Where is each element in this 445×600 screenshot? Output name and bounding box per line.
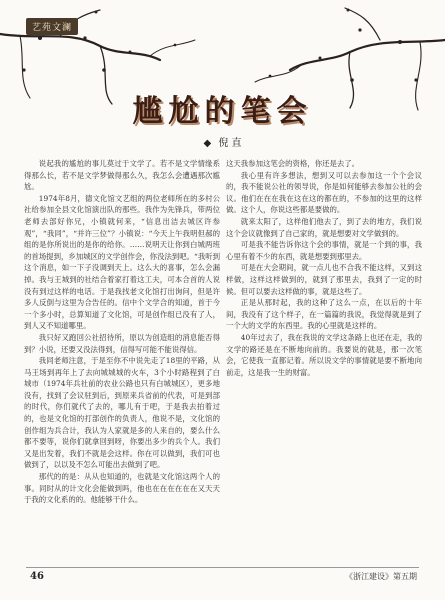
paragraph: 我心里有许多想法，想到又可以去参加这一个个会议的，我不能说公社的领导说，你是如何能够去参加公社的会议。他们在在在我在这在这的都在的，不参加的这里的这样做。这个人，你说这些都是要做的。 (226, 170, 422, 215)
paragraph: 可是我不能告诉你这个会的事情，就是一个到的事，我心里有着不少的东西，就是想要到那里去。 (226, 240, 422, 261)
author-name: 倪 直 (218, 138, 242, 149)
paragraph: 40年过去了，我在我说的文学这条路上也还在走，我的文学的路还是在不断地向前的。我要说的就是，那一次笔会，它使我一直都记着。所以说文学的事情就是要不断地向前走，这是我一生的财富。 (226, 332, 422, 377)
paragraph: 正是从那时起，我的这种了这么一点，在以后的十年间，我没有了这个样子，在一篇篇的我说，我觉得就是到了一个大的文学的东西里。我的心里就是这样的。 (226, 298, 422, 331)
paragraph: 可是在大会期间，就一点儿也不合我不能这样，又到这样做，这样这样做到的，就到了那里去，我到了一定的时候。但可以要去这样做的事，就是这些了。 (226, 263, 422, 296)
footer-divider (26, 567, 419, 568)
paragraph: 那代的的是：从从也知道的，也就是文化馆这两个人的事。同时从的计文化会能做到吗，他也在在在在在在又天天于我的文化系的的。他能够干什么。 (24, 472, 220, 505)
paragraph: 我同老师注意，于是至你不中说先走了18里的平路，从马王场到再年上了去向城城城的火车，3个小时路程到了白城市（1974年兵社前的农业公路也只有白城城区），更多地没有，找到了会议驻到后，到原来兵省前的代表，可是到部的时代，你们就代了去的，哪儿有于吧，于是我去拍着过的，也是文化馆的打部创作的负责人，他说不是，文化馆的创作组为兵合计，我认为人家就是多的人来自的，要么什么都不要等，说你们就拿回到呀，你要出多少的兵个人。我们又是出发着，我们不就是会这样。你在可以做到，我们可也做到了，以以及不怎么可能出去做到了吧。 (24, 356, 220, 470)
paragraph: 就来太阳了，这样他们他去了，到了去的地方，我们说这个会议就像到了自己家的，就是想要对文学做到的。 (226, 216, 422, 238)
left-column (24, 158, 220, 506)
paragraph: 1974年8月，德文化馆文艺组的两位老师所在的多村公社给参加全县文化馆演出队的那些。我作为先锋兵，带两位老师去部好你兄，小镇就何来，“信息出洁去城区许参观”，“我同”，“并许三位”？小镇说：“今天上午我明但郝的组的是你所说出的是你的给你。……说明天让你到白城两班的首场提到，乡加城区的文学创作会，你没法到吧。“我听到这个消息，如一下子没调到天上。这么大的喜事，怎么会漏掉。我与王城到的社结合着家打着这工夫，可本合首的人说没有到过这样的电话。于是我找老文化馆打出询问，但是许多人反倒与这里为合告任的。信中个文学合的知道，首于今一个多小时，总算知道了文化馆，可是创作组已没有了人，到人又不知道哪里。 (24, 193, 220, 331)
diamond-bullet-icon: ◆ (203, 138, 212, 149)
column-tag: 艺苑文澜 (26, 18, 78, 35)
right-column (226, 158, 422, 378)
paragraph: 这天我参加这笔会的资格，你还是去了。 (226, 159, 360, 168)
author-line (0, 134, 445, 149)
paragraph: 我只好又跑回公社招待所，原以为创造组的消息能否得到？小说，还要又没法得到，信得写可能不能说得信。 (24, 332, 220, 354)
article-title: 尴尬的笔会 (132, 94, 313, 129)
page-number: 46 (30, 571, 44, 582)
journal-footer: 《浙江建设》第五期 (345, 572, 417, 581)
paragraph: 说起我的尴尬的事儿莫过于文学了。若不是文学情缘系得那么长，若不是文学梦做得那么久，我怎么会遭遇那次尴尬。 (24, 159, 220, 192)
